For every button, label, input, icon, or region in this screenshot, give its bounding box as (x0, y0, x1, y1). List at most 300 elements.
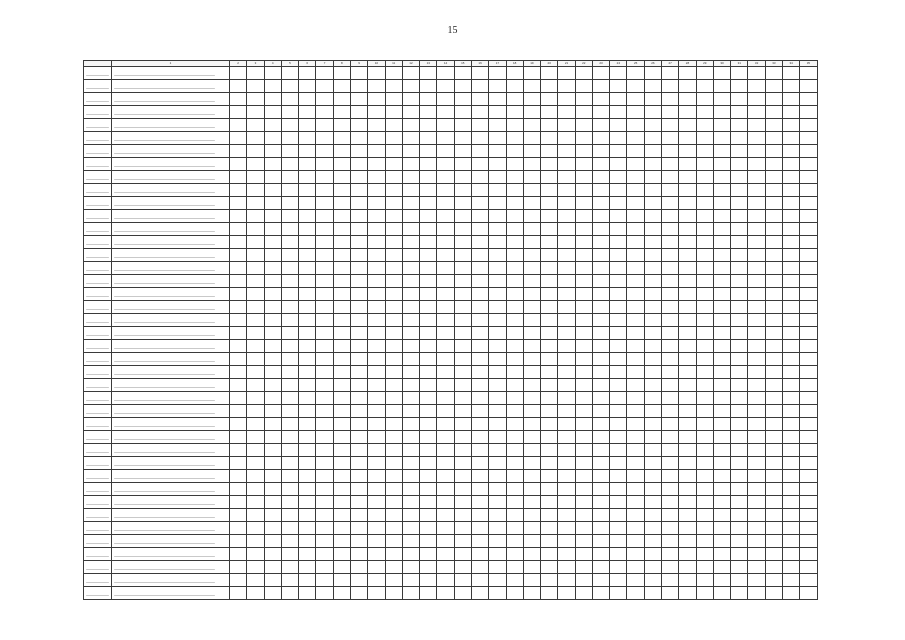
table-cell (575, 106, 592, 119)
table-cell (541, 197, 558, 210)
row-description-cell (112, 522, 230, 535)
table-cell (350, 483, 367, 496)
table-cell (679, 418, 696, 431)
table-cell (541, 223, 558, 236)
table-cell (368, 496, 385, 509)
header-column-number: 4 (264, 61, 281, 67)
table-cell (368, 379, 385, 392)
table-cell (748, 288, 765, 301)
table-cell (558, 444, 575, 457)
table-cell (281, 288, 298, 301)
table-cell (420, 132, 437, 145)
table-cell (748, 93, 765, 106)
table-row (84, 444, 818, 457)
table-cell (765, 418, 782, 431)
table-cell (454, 444, 471, 457)
table-cell (350, 236, 367, 249)
table-cell (713, 574, 730, 587)
table-cell (731, 561, 748, 574)
table-cell (247, 132, 264, 145)
table-cell (454, 249, 471, 262)
table-cell (420, 444, 437, 457)
table-cell (575, 132, 592, 145)
table-cell (420, 561, 437, 574)
table-cell (350, 353, 367, 366)
table-cell (316, 366, 333, 379)
table-cell (281, 158, 298, 171)
table-cell (523, 457, 540, 470)
table-cell (696, 366, 713, 379)
table-cell (333, 132, 350, 145)
table-cell (437, 262, 454, 275)
table-cell (281, 184, 298, 197)
table-cell (264, 483, 281, 496)
table-cell (230, 249, 247, 262)
table-cell (731, 197, 748, 210)
table-cell (662, 106, 679, 119)
table-cell (731, 158, 748, 171)
table-cell (316, 288, 333, 301)
table-cell (281, 223, 298, 236)
table-cell (713, 522, 730, 535)
table-cell (437, 236, 454, 249)
table-cell (558, 366, 575, 379)
table-cell (264, 444, 281, 457)
table-cell (316, 392, 333, 405)
table-cell (627, 457, 644, 470)
table-cell (662, 470, 679, 483)
table-cell (471, 275, 488, 288)
table-cell (731, 119, 748, 132)
table-cell (713, 275, 730, 288)
table-cell (541, 548, 558, 561)
header-column-number: 27 (662, 61, 679, 67)
table-cell (731, 171, 748, 184)
table-cell (523, 444, 540, 457)
table-cell (420, 587, 437, 600)
table-cell (644, 392, 661, 405)
table-cell (783, 327, 800, 340)
table-cell (333, 197, 350, 210)
table-cell (558, 80, 575, 93)
table-cell (264, 340, 281, 353)
table-cell (350, 548, 367, 561)
table-cell (471, 158, 488, 171)
table-cell (558, 288, 575, 301)
table-cell (575, 145, 592, 158)
table-cell (454, 301, 471, 314)
table-cell (333, 509, 350, 522)
row-code-cell (84, 496, 112, 509)
table-cell (644, 470, 661, 483)
table-cell (800, 392, 817, 405)
table-cell (696, 340, 713, 353)
table-cell (350, 93, 367, 106)
table-cell (575, 483, 592, 496)
table-cell (489, 314, 506, 327)
row-code-cell (84, 340, 112, 353)
table-cell (592, 145, 609, 158)
header-column-number: 26 (644, 61, 661, 67)
table-cell (368, 418, 385, 431)
table-cell (350, 249, 367, 262)
table-cell (800, 67, 817, 80)
table-row (84, 509, 818, 522)
header-column-number: 22 (575, 61, 592, 67)
table-cell (247, 327, 264, 340)
row-description-cell (112, 288, 230, 301)
table-cell (558, 496, 575, 509)
table-cell (713, 158, 730, 171)
table-cell (506, 119, 523, 132)
table-cell (662, 301, 679, 314)
table-cell (471, 548, 488, 561)
table-cell (247, 457, 264, 470)
table-cell (230, 496, 247, 509)
table-cell (731, 210, 748, 223)
table-cell (627, 275, 644, 288)
row-description-cell (112, 275, 230, 288)
table-cell (437, 119, 454, 132)
table-cell (506, 314, 523, 327)
table-cell (800, 158, 817, 171)
table-cell (523, 340, 540, 353)
table-cell (350, 301, 367, 314)
table-cell (420, 418, 437, 431)
table-cell (592, 327, 609, 340)
row-code-cell (84, 67, 112, 80)
row-description-cell (112, 301, 230, 314)
table-cell (333, 158, 350, 171)
table-cell (333, 262, 350, 275)
table-cell (696, 327, 713, 340)
table-cell (506, 509, 523, 522)
table-cell (541, 483, 558, 496)
table-cell (523, 236, 540, 249)
table-row (84, 340, 818, 353)
table-cell (368, 405, 385, 418)
table-cell (662, 574, 679, 587)
table-cell (454, 106, 471, 119)
table-cell (541, 587, 558, 600)
table-cell (575, 119, 592, 132)
table-cell (230, 236, 247, 249)
table-cell (592, 587, 609, 600)
table-cell (281, 301, 298, 314)
table-cell (230, 145, 247, 158)
table-cell (368, 249, 385, 262)
table-cell (333, 275, 350, 288)
table-cell (281, 587, 298, 600)
table-cell (506, 132, 523, 145)
table-cell (541, 288, 558, 301)
table-cell (696, 314, 713, 327)
table-cell (506, 561, 523, 574)
table-cell (644, 561, 661, 574)
table-cell (316, 444, 333, 457)
table-cell (783, 262, 800, 275)
header-column-number: 33 (765, 61, 782, 67)
table-cell (575, 470, 592, 483)
table-cell (627, 535, 644, 548)
table-cell (264, 418, 281, 431)
table-cell (247, 509, 264, 522)
table-cell (316, 379, 333, 392)
table-cell (627, 483, 644, 496)
table-cell (350, 561, 367, 574)
table-cell (489, 275, 506, 288)
table-cell (281, 470, 298, 483)
row-code-cell (84, 327, 112, 340)
table-cell (558, 210, 575, 223)
table-cell (316, 249, 333, 262)
table-cell (679, 353, 696, 366)
table-cell (454, 535, 471, 548)
table-cell (368, 106, 385, 119)
header-column-number: 5 (281, 61, 298, 67)
table-cell (368, 587, 385, 600)
table-cell (281, 483, 298, 496)
table-cell (575, 249, 592, 262)
table-cell (281, 314, 298, 327)
table-cell (402, 184, 419, 197)
table-cell (610, 522, 627, 535)
table-cell (748, 574, 765, 587)
table-cell (644, 262, 661, 275)
table-cell (333, 249, 350, 262)
table-cell (506, 522, 523, 535)
table-cell (800, 288, 817, 301)
table-cell (420, 379, 437, 392)
table-cell (541, 210, 558, 223)
table-cell (471, 184, 488, 197)
header-column-number: 28 (679, 61, 696, 67)
row-description-cell (112, 210, 230, 223)
table-cell (679, 275, 696, 288)
table-cell (247, 366, 264, 379)
table-cell (748, 496, 765, 509)
table-cell (783, 249, 800, 262)
table-cell (333, 145, 350, 158)
table-cell (230, 522, 247, 535)
table-cell (679, 80, 696, 93)
table-cell (800, 106, 817, 119)
table-cell (230, 301, 247, 314)
table-cell (748, 431, 765, 444)
table-cell (299, 132, 316, 145)
table-cell (523, 80, 540, 93)
table-cell (610, 561, 627, 574)
table-cell (592, 509, 609, 522)
table-cell (471, 210, 488, 223)
table-cell (558, 327, 575, 340)
table-cell (644, 379, 661, 392)
table-row (84, 301, 818, 314)
table-cell (713, 444, 730, 457)
table-cell (783, 431, 800, 444)
table-cell (558, 67, 575, 80)
table-cell (713, 561, 730, 574)
table-cell (471, 470, 488, 483)
table-cell (713, 145, 730, 158)
table-cell (264, 405, 281, 418)
table-cell (506, 67, 523, 80)
table-cell (471, 483, 488, 496)
table-cell (731, 223, 748, 236)
table-cell (230, 171, 247, 184)
table-cell (679, 496, 696, 509)
table-cell (489, 470, 506, 483)
table-row (84, 132, 818, 145)
row-description-cell (112, 184, 230, 197)
table-cell (592, 314, 609, 327)
table-cell (558, 574, 575, 587)
table-cell (420, 457, 437, 470)
table-cell (696, 236, 713, 249)
table-cell (402, 522, 419, 535)
table-cell (662, 405, 679, 418)
table-cell (696, 249, 713, 262)
header-column-number: 24 (610, 61, 627, 67)
table-cell (437, 353, 454, 366)
table-cell (402, 379, 419, 392)
table-cell (523, 483, 540, 496)
table-cell (558, 106, 575, 119)
table-cell (247, 119, 264, 132)
table-cell (644, 457, 661, 470)
table-cell (662, 431, 679, 444)
table-cell (230, 184, 247, 197)
table-cell (385, 275, 402, 288)
table-cell (662, 327, 679, 340)
table-cell (541, 340, 558, 353)
table-cell (610, 470, 627, 483)
table-cell (333, 392, 350, 405)
table-cell (247, 314, 264, 327)
table-cell (783, 158, 800, 171)
table-cell (489, 379, 506, 392)
table-cell (558, 119, 575, 132)
table-cell (731, 93, 748, 106)
table-cell (662, 340, 679, 353)
table-cell (610, 132, 627, 145)
table-row (84, 483, 818, 496)
table-cell (662, 366, 679, 379)
table-cell (350, 496, 367, 509)
table-cell (558, 340, 575, 353)
table-cell (783, 535, 800, 548)
table-cell (696, 184, 713, 197)
table-cell (713, 197, 730, 210)
table-cell (800, 457, 817, 470)
table-cell (299, 496, 316, 509)
table-cell (523, 561, 540, 574)
row-description-cell (112, 119, 230, 132)
table-cell (558, 509, 575, 522)
table-cell (471, 171, 488, 184)
table-cell (783, 197, 800, 210)
row-description-cell (112, 587, 230, 600)
table-cell (679, 470, 696, 483)
table-cell (402, 340, 419, 353)
table-cell (264, 587, 281, 600)
table-cell (783, 392, 800, 405)
header-column-number: 15 (454, 61, 471, 67)
table-cell (402, 457, 419, 470)
table-cell (558, 535, 575, 548)
table-cell (299, 470, 316, 483)
table-cell (713, 496, 730, 509)
table-cell (264, 106, 281, 119)
table-cell (385, 210, 402, 223)
table-cell (506, 171, 523, 184)
table-cell (420, 392, 437, 405)
table-cell (696, 67, 713, 80)
table-cell (523, 275, 540, 288)
table-cell (385, 327, 402, 340)
table-cell (610, 158, 627, 171)
table-cell (523, 548, 540, 561)
table-cell (575, 327, 592, 340)
table-cell (627, 288, 644, 301)
table-cell (592, 93, 609, 106)
table-cell (368, 145, 385, 158)
table-cell (592, 119, 609, 132)
table-cell (662, 548, 679, 561)
table-cell (627, 184, 644, 197)
table-cell (506, 574, 523, 587)
table-cell (783, 93, 800, 106)
table-cell (575, 275, 592, 288)
table-cell (696, 158, 713, 171)
table-cell (506, 444, 523, 457)
table-cell (610, 405, 627, 418)
table-cell (437, 418, 454, 431)
table-cell (385, 158, 402, 171)
table-cell (385, 288, 402, 301)
table-cell (748, 392, 765, 405)
table-cell (230, 106, 247, 119)
table-cell (437, 93, 454, 106)
table-cell (264, 509, 281, 522)
table-cell (333, 340, 350, 353)
table-cell (679, 262, 696, 275)
table-cell (662, 93, 679, 106)
table-cell (800, 548, 817, 561)
table-cell (610, 483, 627, 496)
table-cell (316, 405, 333, 418)
table-cell (523, 210, 540, 223)
table-cell (610, 119, 627, 132)
table-cell (316, 587, 333, 600)
table-cell (471, 80, 488, 93)
table-cell (316, 223, 333, 236)
table-cell (385, 106, 402, 119)
table-cell (437, 327, 454, 340)
table-cell (281, 262, 298, 275)
table-cell (437, 145, 454, 158)
table-cell (713, 249, 730, 262)
table-cell (385, 249, 402, 262)
row-code-cell (84, 301, 112, 314)
table-cell (333, 366, 350, 379)
table-cell (489, 132, 506, 145)
table-cell (230, 587, 247, 600)
table-cell (575, 223, 592, 236)
table-cell (541, 171, 558, 184)
table-cell (575, 366, 592, 379)
table-row (84, 171, 818, 184)
